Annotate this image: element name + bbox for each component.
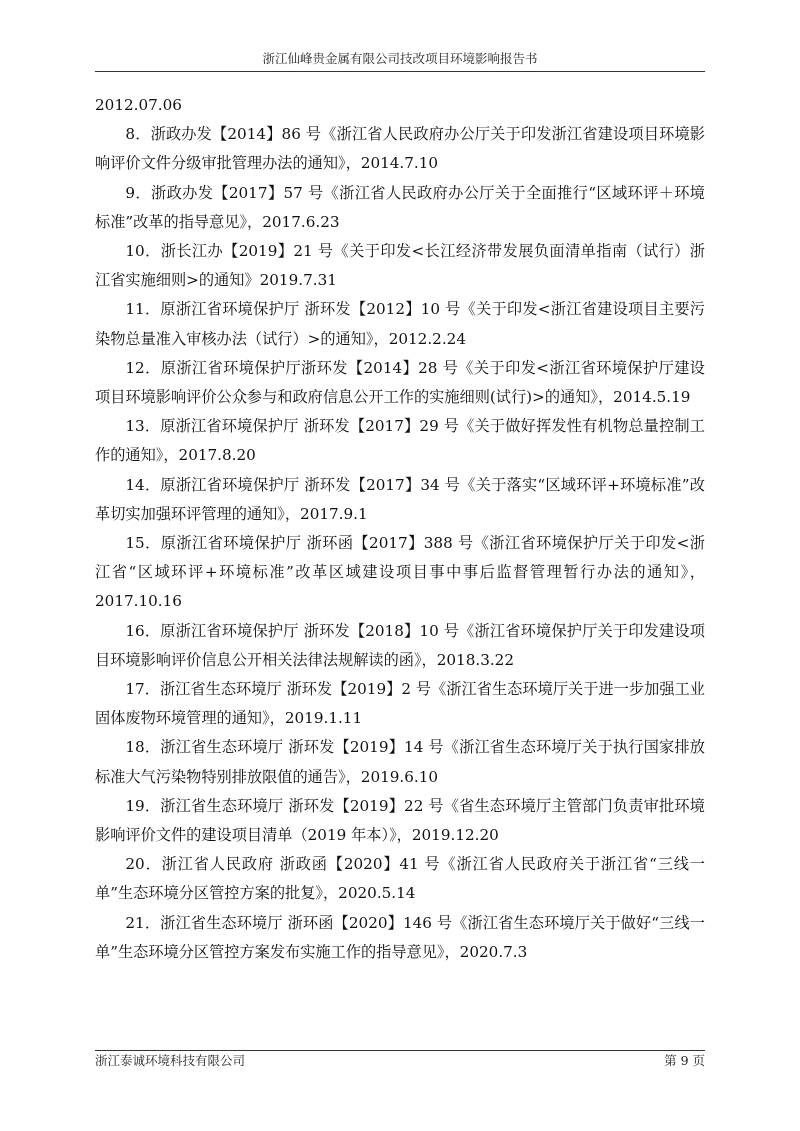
reference-list [95,91,705,967]
reference-item-14: 14．原浙江省环境保护厅 浙环发【2017】34 号《关于落实“区域环评+环境标准”改革切实加强环评管理的通知》，2017.9.1 [95,475,705,523]
reference-item-19: 19．浙江省生态环境厅 浙环发【2019】22 号《省生态环境厅主管部门负责审批环境影响评价文件的建设项目清单（2019 年本）》，2019.12.20 [95,796,705,845]
reference-item-15: 15．原浙江省环境保护厅 浙环函【2017】388 号《浙江省环境保护厅关于印发<浙江省“区域环评+环境标准”改革区域建设项目事中事后监督管理暂行办法的通知》，2017.10.16 [95,534,705,611]
reference-item-20: 20．浙江省人民政府 浙政函【2020】41 号《浙江省人民政府关于浙江省“三线一单”生态环境分区管控方案的批复》，2020.5.14 [95,855,705,903]
page-number: 第 9 页 [664,1053,705,1068]
reference-item-10: 10．浙长江办【2019】21 号《关于印发<长江经济带发展负面清单指南（试行）浙江省实施细则>的通知》2019.7.31 [95,242,705,290]
footer-divider [95,1050,705,1051]
reference-item-11: 11．原浙江省环境保护厅 浙环发【2012】10 号《关于印发<浙江省建设项目主要污染物总量准入审核办法（试行）>的通知》，2012.2.24 [95,300,705,348]
reference-item-9: 9．浙政办发【2017】57 号《浙江省人民政府办公厅关于全面推行“区域环评＋环境标准”改革的指导意见》，2017.6.23 [95,183,705,231]
reference-item-21: 21．浙江省生态环境厅 浙环函【2020】146 号《浙江省生态环境厅关于做好“三线一单”生态环境分区管控方案发布实施工作的指导意见》，2020.7.3 [95,913,705,961]
footer-company: 浙江泰诚环境科技有限公司 [95,1053,246,1068]
reference-item-18: 18．浙江省生态环境厅 浙环发【2019】14 号《浙江省生态环境厅关于执行国家排放标准大气污染物特别排放限值的通告》，2019.6.10 [95,738,705,786]
reference-item-16: 16．原浙江省环境保护厅 浙环发【2018】10 号《浙江省环境保护厅关于印发建设项目环境影响评价信息公开相关法律法规解读的函》，2018.3.22 [95,621,705,669]
reference-item-12: 12．原浙江省环境保护厅浙环发【2014】28 号《关于印发<浙江省环境保护厅建设项目环境影响评价公众参与和政府信息公开工作的实施细则(试行)>的通知》，2014.5.19 [95,358,705,407]
page-header: 浙江仙峰贵金属有限公司技改项目环境影响报告书 [262,51,538,66]
header-divider [95,71,705,72]
continuation-line: 2012.07.06 [95,96,182,114]
reference-item-17: 17．浙江省生态环境厅 浙环发【2019】2 号《浙江省生态环境厅关于进一步加强工业固体废物环境管理的通知》，2019.1.11 [95,680,705,728]
reference-item-8: 8．浙政办发【2014】86 号《浙江省人民政府办公厅关于印发浙江省建设项目环境影响评价文件分级审批管理办法的通知》，2014.7.10 [95,125,705,173]
reference-item-13: 13．原浙江省环境保护厅 浙环发【2017】29 号《关于做好挥发性有机物总量控制工作的通知》，2017.8.20 [95,417,705,465]
